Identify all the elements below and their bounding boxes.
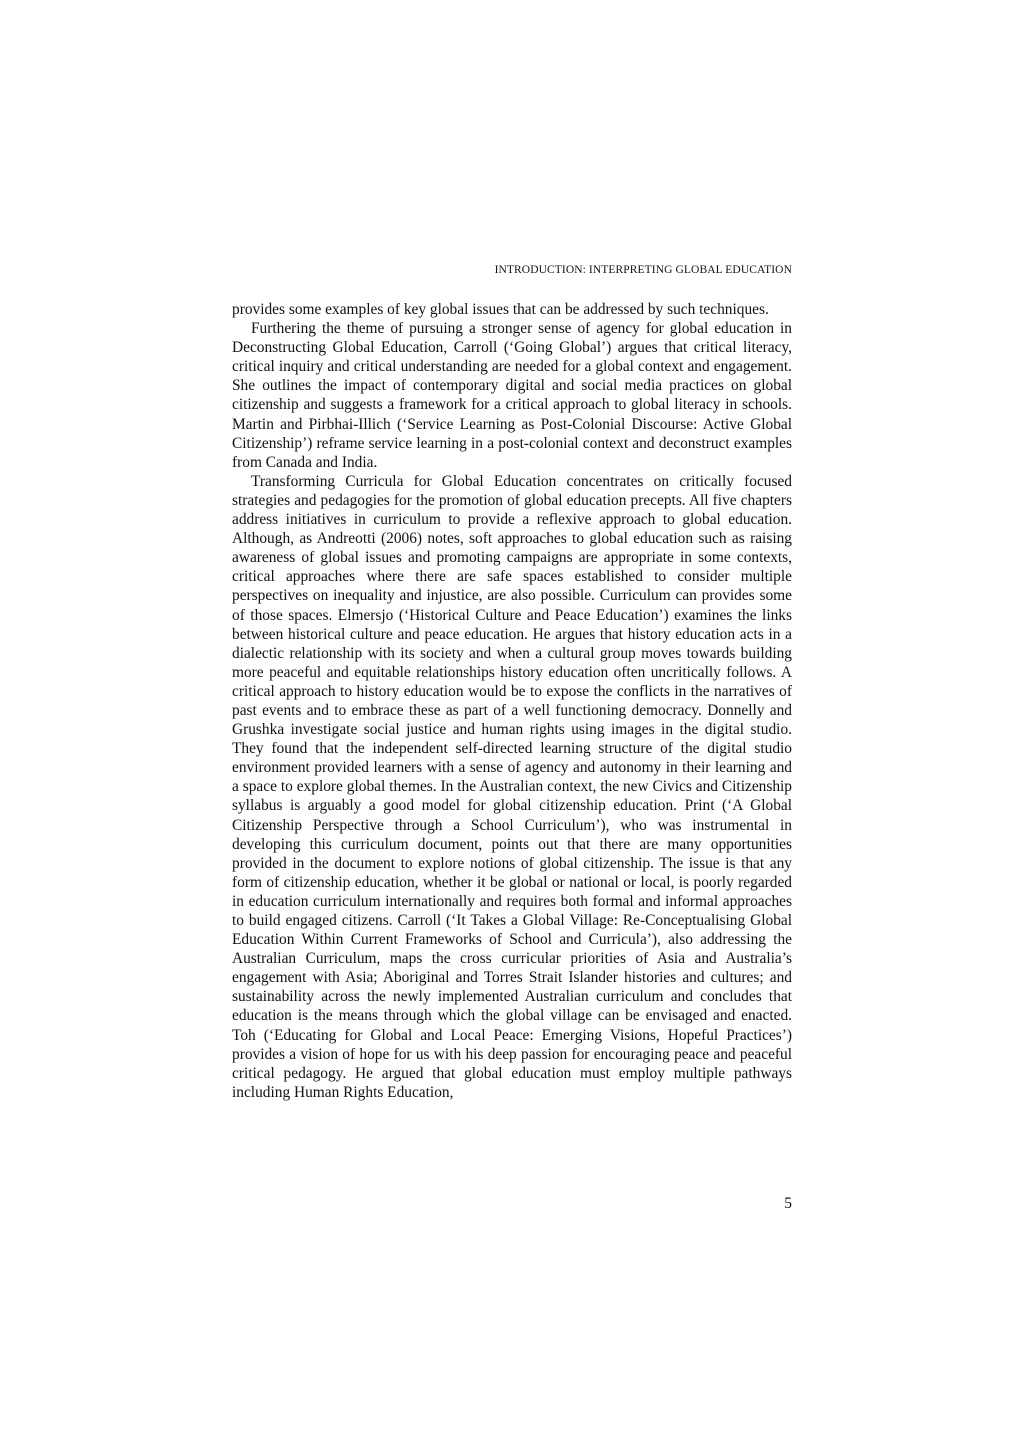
paragraph-continuation: provides some examples of key global issues that can be addressed by such techniques. — [232, 301, 769, 318]
paragraph-deconstructing-global-education: Furthering the theme of pursuing a stronger sense of agency for global education in Deconstructing Global Education, Carroll (‘Going Global’) argues that critical literacy, critical inquiry and critical understanding are needed for a global context and engagement. She outlines the impact of contemporary digital and social media practices on global citizenship and suggests a framework for a critical approach to global literacy in schools. Martin and Pirbhai-Illich (‘Service Learning as Post-Colonial Discourse: Active Global Citizenship’) reframe service learning in a post-colonial context and deconstruct examples from Canada and India. — [232, 320, 792, 471]
page-number: 5 — [784, 1195, 792, 1212]
paragraph-transforming-curricula: Transforming Curricula for Global Education concentrates on critically focused strategies and pedagogies for the promotion of global education precepts. All five chapters address initiatives in curriculum to provide a reflexive approach to global education. Although, as Andreotti (2006) notes, soft approaches to global education such as raising awareness of global issues and promoting campaigns are appropriate in some contexts, critical approaches where there are safe spaces established to consider multiple perspectives on inequality and injustice, are also possible. Curriculum can provides some of those spaces. Elmersjo (‘Historical Culture and Peace Education’) examines the links between historical culture and peace education. He argues that history education acts in a dialectic relationship with its society and when a cultural group moves towards building more peaceful and equitable relationships history education often uncritically follows. A critical approach to history education would be to expose the conflicts in the narratives of past events and to embrace these as part of a well functioning democracy. Donnelly and Grushka investigate social justice and human rights using images in the digital studio. They found that the independent self-directed learning structure of the digital studio environment provided learners with a sense of agency and autonomy in their learning and a space to explore global themes. In the Australian context, the new Civics and Citizenship syllabus is arguably a good model for global citizenship education. Print (‘A Global Citizenship Perspective through a School Curriculum’), who was instrumental in developing this curriculum document, points out that there are many opportunities provided in the document to explore notions of global citizenship. The issue is that any form of citizenship education, whether it be global or national or local, is poorly regarded in education curriculum internationally and requires both formal and informal approaches to build engaged citizens. Carroll (‘It Takes a Global Village: Re-Conceptualising Global Education Within Current Frameworks of School and Curricula’), also addressing the Australian Curriculum, maps the cross curricular priorities of Asia and Australia’s engagement with Asia; Aboriginal and Torres Strait Islander histories and cultures; and sustainability across the newly implemented Australian curriculum and concludes that education is the means through which the global village can be envisaged and enacted. Toh (‘Educating for Global and Local Peace: Emerging Visions, Hopeful Practices’) provides a vision of hope for us with his deep passion for encouraging peace and peaceful critical pedagogy. He argued that global education must employ multiple pathways including Human Rights Education, — [232, 472, 792, 1101]
body-text — [232, 300, 792, 1102]
running-head: INTRODUCTION: INTERPRETING GLOBAL EDUCATION — [494, 264, 792, 276]
